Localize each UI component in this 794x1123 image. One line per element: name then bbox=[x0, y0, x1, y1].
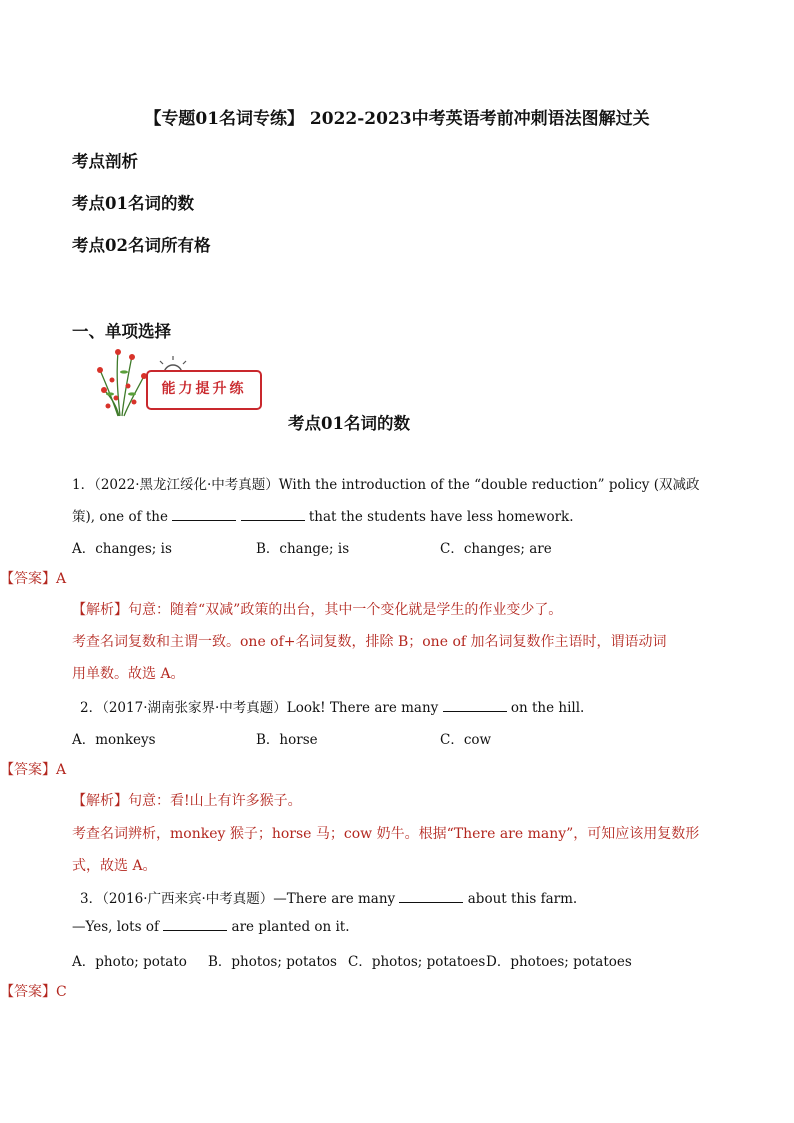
badge-label: 能力提升练 bbox=[146, 370, 262, 410]
q3-option-c: C．photos; potatoes bbox=[348, 954, 486, 970]
q2-option-c: C．cow bbox=[440, 732, 492, 748]
q1-stem-line2 bbox=[72, 505, 574, 525]
q3-option-a: A．photo; potato bbox=[72, 954, 187, 970]
q3-blank-2 bbox=[163, 918, 227, 931]
q1-stem-suffix: that the students have less homework. bbox=[308, 509, 574, 525]
q1-analysis-3: 用单数。故选 A。 bbox=[72, 666, 185, 682]
q3-option-d: D．photoes; potatoes bbox=[486, 954, 632, 970]
q1-blank-1 bbox=[172, 508, 236, 521]
q1-option-c: C．changes; are bbox=[440, 541, 552, 557]
q2-analysis-1: 【解析】句意：看!山上有许多猴子。 bbox=[72, 793, 302, 809]
q2-blank bbox=[443, 699, 507, 712]
q3-blank-1 bbox=[399, 890, 463, 903]
ability-badge bbox=[88, 346, 268, 418]
outline-heading: 考点剖析 bbox=[72, 152, 138, 171]
q2-stem-prefix: 2．（2017·湖南张家界·中考真题）Look! There are many bbox=[80, 700, 439, 716]
q3-stem-prefix: 3．（2016·广西来宾·中考真题）—There are many bbox=[80, 891, 396, 907]
outline-point-1: 考点01名词的数 bbox=[72, 194, 194, 213]
q2-option-b: B．horse bbox=[256, 732, 318, 748]
q3-answer: 【答案】C bbox=[0, 984, 67, 1000]
q3-stem-line1 bbox=[80, 887, 577, 907]
q1-stem-line1: 1．（2022·黑龙江绥化·中考真题）With the introduction of the “double reduction” policy (双减政 bbox=[72, 477, 700, 493]
q2-analysis-3: 式，故选 A。 bbox=[72, 858, 157, 874]
q3-reply-suffix: are planted on it. bbox=[231, 919, 350, 935]
q2-stem-suffix: on the hill. bbox=[510, 700, 585, 716]
q1-stem-prefix: 策), one of the bbox=[72, 509, 168, 525]
q3-option-b: B．photos; potatos bbox=[208, 954, 337, 970]
q3-stem-suffix: about this farm. bbox=[467, 891, 578, 907]
q3-reply-prefix: —Yes, lots of bbox=[72, 919, 159, 935]
q2-stem bbox=[80, 696, 584, 716]
q1-analysis-1: 【解析】句意：随着“双减”政策的出台，其中一个变化就是学生的作业变少了。 bbox=[72, 602, 563, 618]
section-heading: 一、单项选择 bbox=[72, 322, 171, 341]
q1-answer: 【答案】A bbox=[0, 571, 67, 587]
q2-answer: 【答案】A bbox=[0, 762, 67, 778]
document-title: 【专题01名词专练】 2022-2023中考英语考前冲刺语法图解过关 bbox=[144, 109, 650, 129]
q3-stem-line2 bbox=[72, 918, 350, 935]
q1-analysis-2: 考查名词复数和主谓一致。one of+名词复数，排除 B；one of 加名词复数作主语时，谓语动词 bbox=[72, 634, 667, 650]
q1-option-a: A．changes; is bbox=[72, 541, 172, 557]
q1-option-b: B．change; is bbox=[256, 541, 350, 557]
q1-blank-2 bbox=[241, 508, 305, 521]
outline-point-2: 考点02名词所有格 bbox=[72, 236, 211, 255]
section-subheading: 考点01名词的数 bbox=[288, 414, 410, 433]
q2-analysis-2: 考查名词辨析，monkey 猴子；horse 马；cow 奶牛。根据“There are many”，可知应该用复数形 bbox=[72, 826, 700, 842]
q2-option-a: A．monkeys bbox=[72, 732, 156, 748]
